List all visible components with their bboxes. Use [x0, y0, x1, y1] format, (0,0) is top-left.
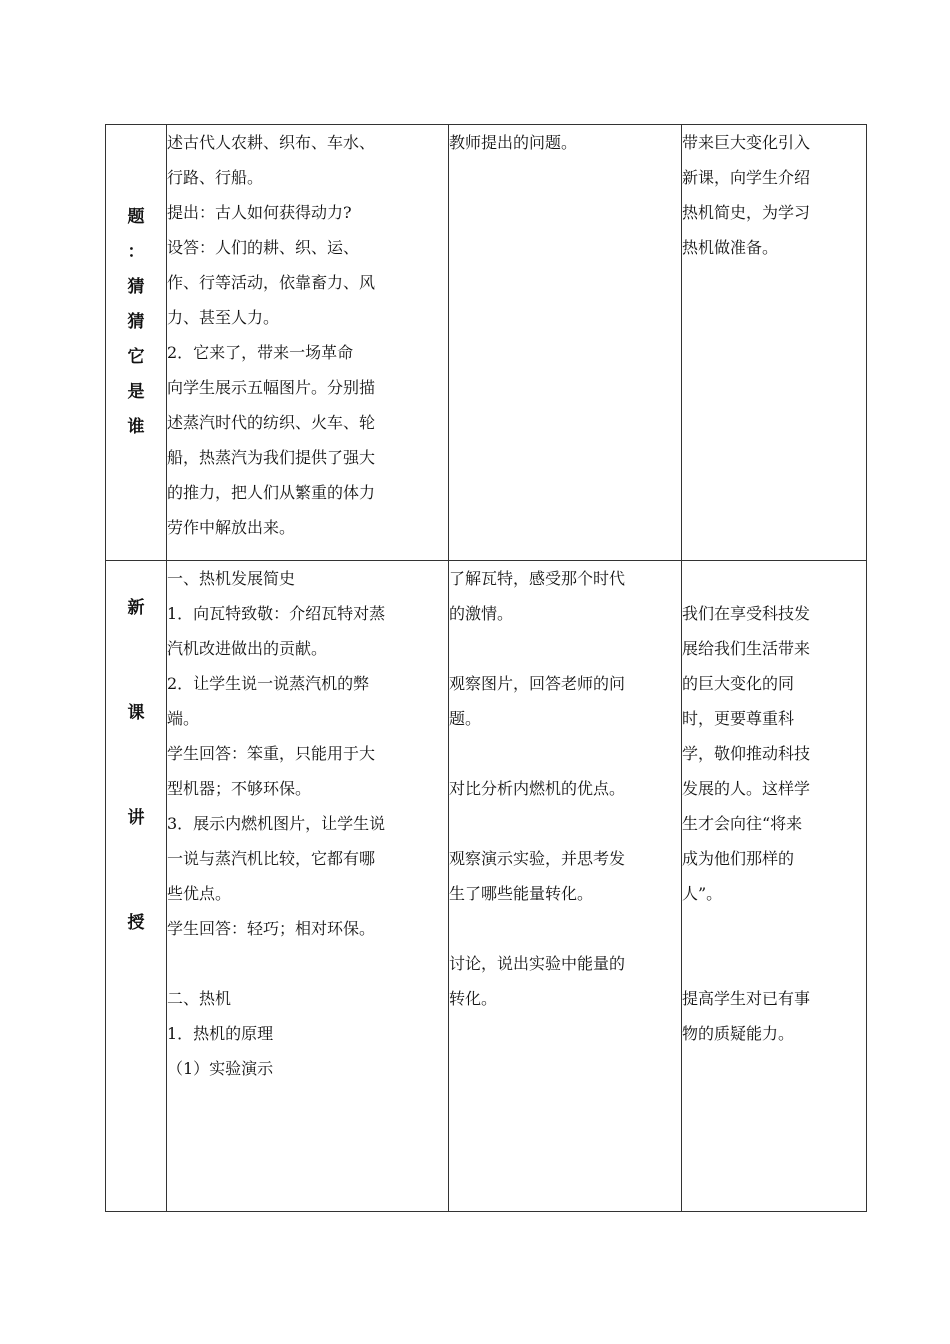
text-line: （1）实验演示: [167, 1059, 274, 1078]
text-line: 述蒸汽时代的纺织、火车、轮: [167, 413, 376, 432]
text-line: 人”。: [682, 884, 723, 903]
text-line: 对比分析内燃机的优点。: [449, 779, 626, 798]
design-intent-cell: [682, 561, 867, 1212]
teacher-activity-cell: [167, 125, 449, 561]
text-line: 提高学生对已有事: [682, 989, 811, 1008]
text-line: 船，热蒸汽为我们提供了强大: [167, 448, 376, 467]
text-line: 些优点。: [167, 884, 232, 903]
text-line: 教师提出的问题。: [449, 133, 578, 152]
label-char: 课: [127, 703, 145, 723]
text-line: 热机简史，为学习: [682, 203, 811, 222]
text-line: 成为他们那样的: [682, 849, 795, 868]
text-line: 我们在享受科技发: [682, 604, 811, 623]
text-line: 讨论，说出实验中能量的: [449, 954, 626, 973]
text-line: 型机器；不够环保。: [167, 779, 312, 798]
label-char: 授: [127, 913, 145, 933]
text-line: 带来巨大变化引入: [682, 133, 811, 152]
text-line: 向学生展示五幅图片。分别描: [167, 378, 376, 397]
text-line: 热机做准备。: [682, 238, 779, 257]
text-line: 生才会向往“将来: [682, 814, 803, 833]
text-line: 1．向瓦特致敬：介绍瓦特对蒸: [167, 604, 386, 623]
label-char: ：: [127, 242, 145, 262]
blank-line: [449, 736, 681, 771]
text-line: 学，敬仰推动科技: [682, 744, 811, 763]
text-line: 一、热机发展简史: [167, 569, 296, 588]
text-line: 一说与蒸汽机比较，它都有哪: [167, 849, 376, 868]
text-line: 观察演示实验，并思考发: [449, 849, 626, 868]
text-line: 题。: [449, 709, 482, 728]
text-line: 2．它来了，带来一场革命: [167, 343, 354, 362]
text-line: 二、热机: [167, 989, 232, 1008]
student-activity-cell: [449, 561, 682, 1212]
blank-line: [449, 806, 681, 841]
text-line: 时，更要尊重科: [682, 709, 795, 728]
text-line: 观察图片，回答老师的问: [449, 674, 626, 693]
text-line: 的巨大变化的同: [682, 674, 795, 693]
text-line: 劳作中解放出来。: [167, 518, 296, 537]
text-line: 发展的人。这样学: [682, 779, 811, 798]
blank-line: [682, 561, 866, 596]
text-line: 提出：古人如何获得动力?: [167, 203, 352, 222]
lesson-plan-table: [105, 124, 867, 1212]
text-line: 展给我们生活带来: [682, 639, 811, 658]
text-line: 2．让学生说一说蒸汽机的弊: [167, 674, 370, 693]
label-char: 讲: [127, 808, 145, 828]
blank-line: [449, 631, 681, 666]
blank-line: [682, 911, 866, 946]
student-activity-cell: [449, 125, 682, 561]
text-line: 汽机改进做出的贡献。: [167, 639, 328, 658]
text-line: 3．展示内燃机图片，让学生说: [167, 814, 386, 833]
section-label-new-lesson: [106, 561, 167, 1212]
text-line: 作、行等活动，依靠畜力、风: [167, 273, 376, 292]
blank-line: [167, 946, 448, 981]
label-char: 它: [127, 347, 145, 367]
label-char: 猜: [127, 312, 145, 332]
text-line: 学生回答：轻巧；相对环保。: [167, 919, 376, 938]
table-row: [106, 561, 867, 1212]
label-char: 谁: [127, 417, 145, 437]
design-intent-cell: [682, 125, 867, 561]
text-line: 了解瓦特，感受那个时代: [449, 569, 626, 588]
blank-line: [682, 946, 866, 981]
text-line: 新课，向学生介绍: [682, 168, 811, 187]
text-line: 力、甚至人力。: [167, 308, 280, 327]
label-char: 新: [127, 598, 145, 618]
blank-line: [449, 911, 681, 946]
text-line: 生了哪些能量转化。: [449, 884, 594, 903]
text-line: 物的质疑能力。: [682, 1024, 795, 1043]
table-row: [106, 125, 867, 561]
teacher-activity-cell: [167, 561, 449, 1212]
section-label-guess: [106, 125, 167, 561]
label-char: 是: [127, 382, 145, 402]
text-line: 的推力，把人们从繁重的体力: [167, 483, 376, 502]
label-char: 猜: [127, 277, 145, 297]
text-line: 转化。: [449, 989, 498, 1008]
text-line: 学生回答：笨重，只能用于大: [167, 744, 376, 763]
text-line: 1．热机的原理: [167, 1024, 274, 1043]
text-line: 设答：人们的耕、织、运、: [167, 238, 360, 257]
text-line: 述古代人农耕、织布、车水、: [167, 133, 376, 152]
text-line: 的激情。: [449, 604, 514, 623]
label-char: 题: [127, 207, 145, 227]
text-line: 行路、行船。: [167, 168, 264, 187]
text-line: 端。: [167, 709, 200, 728]
